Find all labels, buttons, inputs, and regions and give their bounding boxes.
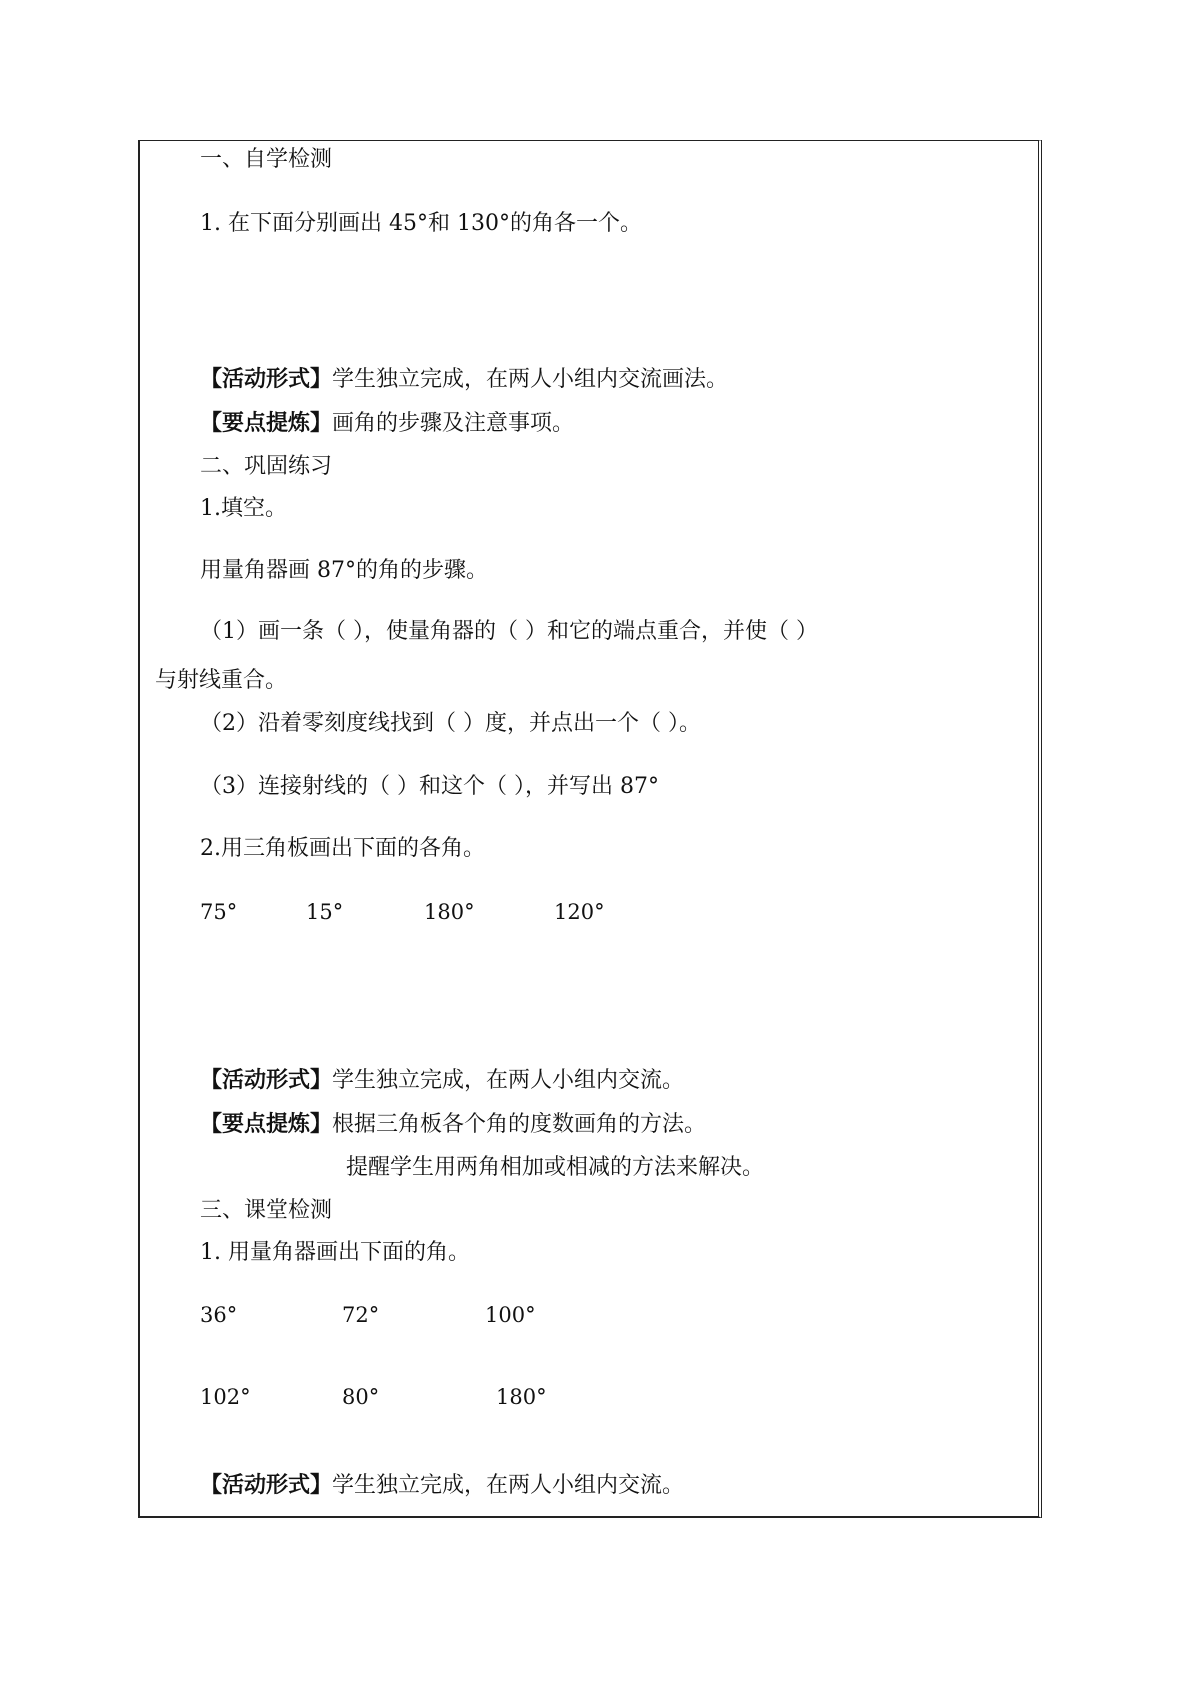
angle-label: 120° xyxy=(554,900,605,924)
activity-text: 学生独立完成，在两人小组内交流。 xyxy=(332,1068,685,1093)
angle-label: 80° xyxy=(342,1385,380,1409)
angle-label: 36° xyxy=(200,1303,238,1327)
activity-tag: 【活动形式】 xyxy=(200,366,333,392)
step3-line: （3）连接射线的（ ）和这个（ ），并写出 87° xyxy=(200,774,659,799)
section2-question1: 1.填空。 xyxy=(200,496,287,521)
section3-activity xyxy=(200,1470,684,1501)
section2-heading: 二、巩固练习 xyxy=(200,454,333,479)
section3-question1: 1. 用量角器画出下面的角。 xyxy=(200,1240,470,1265)
worksheet-frame xyxy=(138,140,1042,1518)
point-tag: 【要点提炼】 xyxy=(200,1111,333,1137)
angle-label: 102° xyxy=(200,1385,251,1409)
point-text: 画角的步骤及注意事项。 xyxy=(332,411,575,436)
angle-label: 15° xyxy=(306,900,344,924)
activity-tag: 【活动形式】 xyxy=(200,1472,333,1498)
step1-line-a: （1）画一条（ ），使量角器的（ ）和它的端点重合，并使（ ） xyxy=(200,619,818,644)
section3-heading: 三、课堂检测 xyxy=(200,1198,333,1223)
section1-point xyxy=(200,408,574,439)
activity-text: 学生独立完成，在两人小组内交流。 xyxy=(332,1473,685,1498)
angle-label: 72° xyxy=(342,1303,380,1327)
section2-point xyxy=(200,1109,706,1140)
angle-label: 180° xyxy=(424,900,475,924)
step1-line-b: 与射线重合。 xyxy=(155,668,288,693)
angle-label: 75° xyxy=(200,900,238,924)
activity-tag: 【活动形式】 xyxy=(200,1067,333,1093)
point-text: 根据三角板各个角的度数画角的方法。 xyxy=(332,1112,707,1137)
section2-point-text2: 提醒学生用两角相加或相减的方法来解决。 xyxy=(346,1155,765,1180)
section1-question1: 1. 在下面分别画出 45°和 130°的角各一个。 xyxy=(200,211,642,236)
angle-label: 180° xyxy=(496,1385,547,1409)
activity-text: 学生独立完成，在两人小组内交流画法。 xyxy=(332,367,729,392)
section1-activity xyxy=(200,364,728,395)
point-tag: 【要点提炼】 xyxy=(200,410,333,436)
section1-heading: 一、自学检测 xyxy=(200,147,333,172)
step2-line: （2）沿着零刻度线找到（ ）度，并点出一个（ ）。 xyxy=(200,711,701,736)
section2-question2: 2.用三角板画出下面的各角。 xyxy=(200,836,485,861)
angle-label: 100° xyxy=(485,1303,536,1327)
section2-question1-intro: 用量角器画 87°的角的步骤。 xyxy=(200,558,488,583)
section2-activity xyxy=(200,1065,684,1096)
